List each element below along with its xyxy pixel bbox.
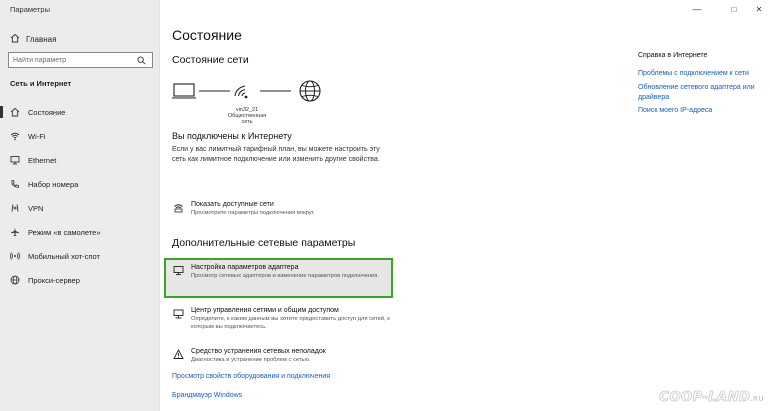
network-type: Общественная сеть bbox=[227, 113, 267, 125]
hardware-properties-link[interactable]: Просмотр свойств оборудования и подключения bbox=[172, 373, 331, 380]
sidebar-item-label: Wi-Fi bbox=[28, 131, 46, 141]
sharing-center-icon bbox=[172, 307, 184, 319]
windows-firewall-link[interactable]: Брандмауэр Windows bbox=[172, 392, 243, 399]
sidebar-item-vpn[interactable] bbox=[0, 196, 160, 220]
phone-icon bbox=[10, 179, 20, 189]
sidebar-item-status[interactable] bbox=[0, 100, 160, 124]
window-title: Параметры bbox=[10, 5, 50, 14]
advanced-heading: Дополнительные сетевые параметры bbox=[172, 237, 356, 249]
show-networks-option[interactable] bbox=[172, 201, 315, 217]
sharing-center-option[interactable] bbox=[172, 307, 403, 331]
sidebar-item-wifi[interactable] bbox=[0, 124, 160, 148]
internet-globe-icon bbox=[300, 81, 320, 101]
search-icon[interactable] bbox=[134, 53, 148, 67]
home-label: Главная bbox=[26, 34, 57, 44]
show-networks-desc: Просмотрите параметры подключения вокруг. bbox=[191, 210, 315, 216]
maximize-button[interactable]: □ bbox=[731, 4, 737, 14]
help-title: Справка в Интернете bbox=[638, 52, 708, 59]
connected-description: Если у вас лимитный тарифный план, вы можете настроить эту сеть как лимитное подключение или изменить другие свойства. bbox=[172, 146, 380, 163]
wifi-signal-icon bbox=[235, 86, 247, 98]
help-link-find-ip[interactable]: Поиск моего IP-адреса bbox=[638, 107, 713, 114]
watermark-text: COOP-LAND bbox=[659, 390, 751, 405]
globe-icon bbox=[10, 275, 20, 285]
connected-title: Вы подключены к Интернету bbox=[172, 131, 292, 141]
main-content bbox=[172, 0, 592, 411]
search-box[interactable] bbox=[8, 52, 153, 68]
page-title: Состояние bbox=[172, 27, 242, 43]
available-networks-icon bbox=[172, 201, 184, 213]
sidebar-item-ethernet[interactable] bbox=[0, 148, 160, 172]
airplane-icon bbox=[10, 227, 20, 237]
show-networks-title: Показать доступные сети bbox=[191, 201, 274, 208]
close-button[interactable]: ✕ bbox=[755, 4, 763, 14]
vpn-icon bbox=[10, 203, 20, 213]
home-button[interactable] bbox=[10, 33, 56, 45]
sidebar-item-label: Ethernet bbox=[28, 155, 57, 165]
sharing-center-desc: Определите, к каким данным вы хотите предоставить доступ для сетей, к которым вы подключаетесь. bbox=[191, 316, 390, 330]
troubleshooter-option[interactable] bbox=[172, 348, 326, 364]
watermark-tld: .RU bbox=[750, 395, 764, 403]
wifi-icon bbox=[10, 131, 20, 141]
adapter-settings-title: Настройка параметров адаптера bbox=[191, 264, 299, 271]
network-status-heading: Состояние сети bbox=[172, 54, 249, 66]
sidebar-item-label: Состояние bbox=[28, 107, 66, 117]
troubleshooter-desc: Диагностика и устранение проблем с сетью. bbox=[191, 357, 311, 363]
search-input[interactable] bbox=[9, 57, 134, 64]
sidebar-item-label: Набор номера bbox=[28, 179, 79, 189]
troubleshooter-title: Средство устранения сетевых неполадок bbox=[191, 348, 326, 355]
adapter-settings-option[interactable] bbox=[172, 264, 381, 280]
sidebar-item-label: VPN bbox=[28, 203, 44, 213]
section-label: Сеть и Интернет bbox=[10, 79, 72, 88]
help-link-update-adapter[interactable]: Обновление сетевого адаптера или драйвера bbox=[638, 84, 755, 101]
watermark-logo bbox=[659, 390, 764, 405]
home-globe-icon bbox=[10, 107, 20, 117]
sidebar bbox=[0, 0, 160, 411]
hotspot-icon bbox=[10, 251, 20, 261]
sidebar-item-label: Прокси-сервер bbox=[28, 275, 80, 285]
ethernet-icon bbox=[10, 155, 20, 165]
sidebar-nav bbox=[0, 100, 160, 292]
computer-icon bbox=[172, 84, 196, 98]
help-link-connection-problems[interactable]: Проблемы с подключением к сети bbox=[638, 70, 749, 77]
sidebar-item-dialup[interactable] bbox=[0, 172, 160, 196]
sidebar-item-airplane-mode[interactable] bbox=[0, 220, 160, 244]
sidebar-item-label: Мобильный хот-спот bbox=[28, 251, 100, 261]
minimize-button[interactable]: — bbox=[692, 4, 702, 14]
network-adapter-icon bbox=[172, 264, 184, 276]
network-name: vin32_21 bbox=[235, 107, 259, 113]
adapter-settings-desc: Просмотр сетевых адаптеров и изменение параметров подключения. bbox=[191, 273, 380, 279]
warning-icon bbox=[172, 348, 184, 360]
sharing-center-title: Центр управления сетями и общим доступом bbox=[191, 307, 339, 314]
sidebar-item-proxy[interactable] bbox=[0, 268, 160, 292]
home-icon bbox=[10, 33, 20, 45]
sidebar-item-hotspot[interactable] bbox=[0, 244, 160, 268]
sidebar-item-label: Режим «в самолете» bbox=[28, 227, 101, 237]
